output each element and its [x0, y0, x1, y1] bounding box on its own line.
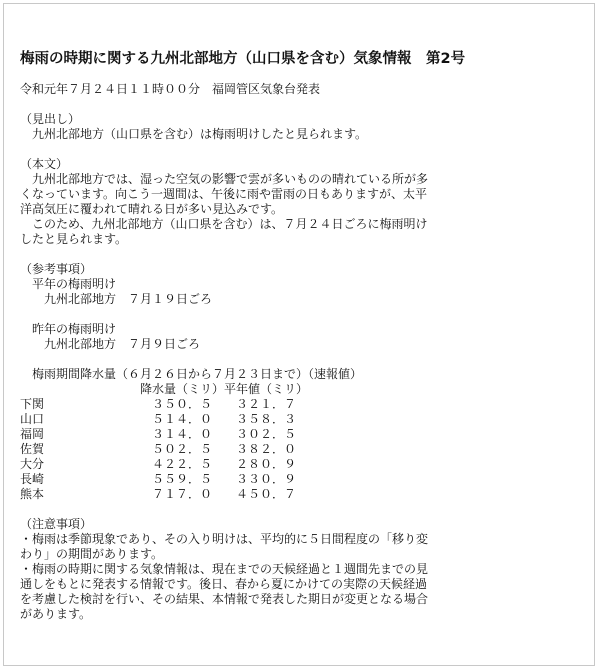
- body-line: 洋高気圧に覆われて晴れる日が多い見込みです。: [20, 202, 284, 216]
- rainfall-row: 大分 ４２２．５ ２８０．９: [20, 457, 297, 471]
- body-heading: （本文）: [20, 157, 69, 171]
- notes-line: があります。: [20, 607, 92, 621]
- rainfall-row: 長崎 ５５９．５ ３３０．９: [20, 472, 297, 486]
- notes-line: を考慮した検討を行い、その結果、本情報で発表した期日が変更となる場合: [20, 592, 429, 606]
- rainfall-row: 山口 ５１４．０ ３５８．３: [20, 412, 297, 426]
- rainfall-row: 佐賀 ５０２．５ ３８２．０: [20, 442, 297, 456]
- issued-line: 令和元年７月２４日１１時００分 福岡管区気象台発表: [20, 82, 321, 96]
- normal-end-label: 平年の梅雨明け: [20, 277, 117, 291]
- rainfall-row: 熊本 ７１７．０ ４５０．７: [20, 487, 297, 501]
- last-year-end-label: 昨年の梅雨明け: [20, 322, 117, 336]
- notes-line: 通しをもとに発表する情報です。後日、春から夏にかけての実際の天候経過: [20, 577, 428, 591]
- rainfall-table: [20, 397, 590, 502]
- reference-heading: （参考事項）: [20, 262, 93, 276]
- body-line: くなっています。向こう一週間は、午後に雨や雷雨の日もありますが、太平: [20, 187, 428, 201]
- rainfall-title: 梅雨期間降水量（６月２６日から７月２３日まで）（速報値）: [20, 367, 363, 381]
- rainfall-row: 下関 ３５０．５ ３２１．７: [20, 397, 297, 411]
- body-line: このため、九州北部地方（山口県を含む）は、７月２４日ごろに梅雨明け: [20, 217, 428, 231]
- rainfall-header: 降水量（ミリ）平年値（ミリ）: [20, 382, 309, 396]
- page-title: 梅雨の時期に関する九州北部地方（山口県を含む）気象情報 第2号: [20, 51, 466, 67]
- notes-heading: （注意事項）: [20, 517, 93, 531]
- notes-line: ・梅雨の時期に関する気象情報は、現在までの天候経過と１週間先までの見: [20, 562, 429, 576]
- headline-text: 九州北部地方（山口県を含む）は梅雨明けしたと見られます。: [20, 127, 368, 141]
- body-line: したと見られます。: [20, 232, 128, 246]
- document-frame: [3, 3, 595, 666]
- headline-heading: （見出し）: [20, 112, 81, 126]
- rainfall-row: 福岡 ３１４．０ ３０２．５: [20, 427, 297, 441]
- body-line: 九州北部地方では、湿った空気の影響で雲が多いものの晴れている所が多: [20, 172, 429, 186]
- weather-bulletin: [20, 50, 590, 622]
- normal-end-value: 九州北部地方 ７月１９日ごろ: [20, 292, 213, 306]
- notes-line: ・梅雨は季節現象であり、その入り明けは、平均的に５日間程度の「移り変: [20, 532, 429, 546]
- last-year-end-value: 九州北部地方 ７月９日ごろ: [20, 337, 201, 351]
- notes-line: わり」の期間があります。: [20, 547, 164, 561]
